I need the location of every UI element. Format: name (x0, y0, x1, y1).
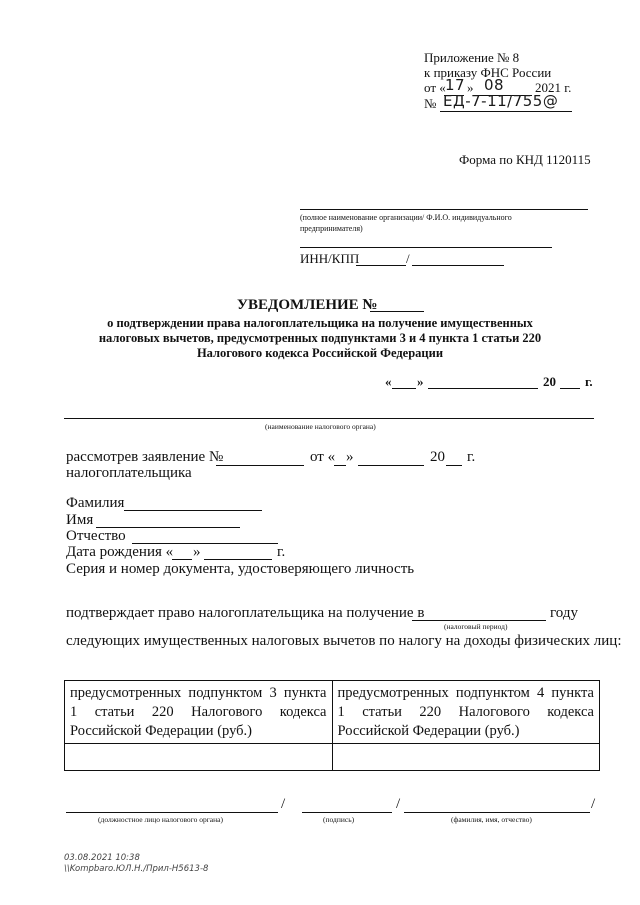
application-from: от « (310, 449, 336, 465)
issue-date-open: « (385, 374, 392, 389)
taxpayer-name-caption-1: (полное наименование организации/ Ф.И.О. индивидуального (300, 213, 512, 222)
notice-subtitle-3: Налогового кодекса Российской Федерации (196, 346, 444, 360)
patronymic-label: Отчество (66, 528, 126, 544)
notice-title: УВЕДОМЛЕНИЕ № (237, 297, 378, 313)
birth-month-field (204, 559, 272, 560)
deductions-table (64, 680, 600, 771)
official-caption: (должностное лицо налогового органа) (98, 815, 223, 824)
signature-slash-2: / (396, 796, 401, 812)
sign-caption: (подпись) (323, 815, 355, 824)
surname-field (124, 510, 262, 511)
taxpayer-name-line (300, 209, 588, 210)
document-label: Серия и номер документа, удостоверяющего личность (66, 561, 415, 577)
table-header-col-2: предусмотренных подпунктом 4 пункта 1 статьи 220 Налогового кодекса Российской Федерации (руб.) (332, 681, 600, 744)
issue-year-prefix: 20 (543, 374, 556, 389)
application-year-prefix: 20 (430, 449, 445, 465)
application-month-field (358, 465, 424, 466)
inn-separator: / (406, 251, 410, 266)
notice-number-field (370, 311, 424, 312)
application-day-field (334, 465, 346, 466)
application-year-suffix: г. (467, 449, 476, 465)
appendix-number-value: ЕД-7-11/755@ (443, 92, 559, 110)
official-line (66, 812, 278, 813)
form-code: Форма по КНД 1120115 (459, 152, 591, 167)
taxpayer-name-caption-2: предпринимателя) (300, 224, 363, 233)
tax-period-field (412, 620, 546, 621)
birth-date-label: Дата рождения « (66, 544, 174, 560)
tax-period-caption: (налоговый период) (444, 622, 508, 631)
table-value-col-2 (332, 744, 600, 771)
table-value-row (65, 744, 600, 771)
table-value-col-1 (65, 744, 333, 771)
appendix-date-prefix: от « (424, 80, 446, 95)
name-label: Имя (66, 512, 94, 528)
issue-day-field (392, 388, 416, 389)
application-close: » (346, 449, 354, 465)
birth-year-suffix: г. (277, 544, 286, 560)
authority-caption: (наименование налогового органа) (265, 422, 376, 431)
appendix-number-prefix: № (424, 96, 437, 111)
inn-label: ИНН/КПП (300, 251, 360, 266)
issue-date-close: » (417, 374, 424, 389)
notice-subtitle-1: о подтверждении права налогоплательщика на получение имущественных (107, 316, 533, 330)
appendix-title: Приложение № 8 (424, 50, 520, 65)
application-text: рассмотрев заявление № (66, 449, 224, 465)
signature-slash-1: / (281, 796, 286, 812)
issue-year-field (560, 388, 580, 389)
appendix-date-month: 08 (484, 76, 505, 94)
footer-path: \\Kompbaro.ЮЛ.Н./Прил-Н5613-8 (64, 864, 209, 874)
confirm-text: подтверждает право налогоплательщика на получение в (66, 605, 425, 621)
confirm-year-word: году (550, 605, 578, 621)
authority-line (64, 418, 594, 419)
kpp-field (412, 265, 504, 266)
notice-subtitle-2: налоговых вычетов, предусмотренных подпунктами 3 и 4 пункта 1 статьи 220 (98, 331, 542, 345)
inn-field (356, 265, 406, 266)
birth-day-field (172, 559, 192, 560)
appendix-date-mid: » (467, 80, 474, 95)
surname-label: Фамилия (66, 495, 125, 511)
footer-timestamp: 03.08.2021 10:38 (64, 853, 140, 863)
application-taxpayer: налогоплательщика (66, 465, 192, 481)
fio-caption: (фамилия, имя, отчество) (451, 815, 532, 824)
birth-date-close: » (193, 544, 201, 560)
fio-line (404, 812, 590, 813)
application-number-field (216, 465, 304, 466)
appendix-date-day: 17 (445, 76, 466, 94)
sign-line (302, 812, 392, 813)
issue-year-suffix: г. (585, 374, 593, 389)
table-header-row (65, 681, 600, 744)
appendix-order: к приказу ФНС России (424, 65, 552, 80)
taxpayer-extra-line (300, 247, 552, 248)
table-header-col-1: предусмотренных подпунктом 3 пункта 1 статьи 220 Налогового кодекса Российской Федерации (руб.) (65, 681, 333, 744)
appendix-date-year: 2021 г. (535, 80, 572, 95)
signature-slash-3: / (591, 796, 596, 812)
issue-month-field (428, 388, 538, 389)
application-year-field (446, 465, 462, 466)
confirm-line-2: следующих имущественных налоговых вычетов по налогу на доходы физических лиц: (66, 633, 622, 649)
